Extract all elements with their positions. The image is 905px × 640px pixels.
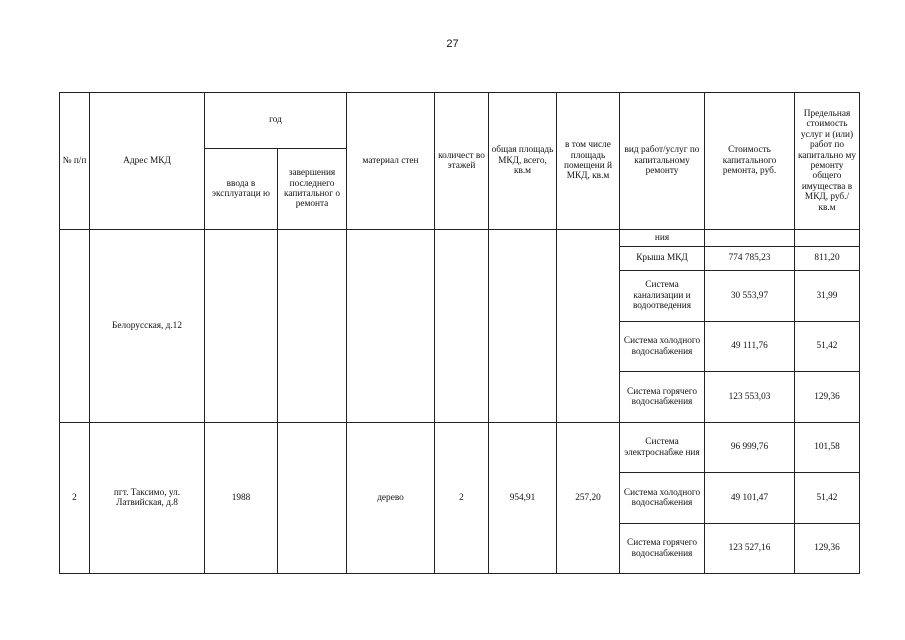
header-premises-area: в том числе площадь помещени й МКД, кв.м — [557, 93, 620, 230]
header-total-area: общая площадь МКД, всего, кв.м — [489, 93, 557, 230]
page-number: 27 — [446, 38, 459, 50]
block1-num — [60, 230, 90, 423]
block1-floors — [435, 230, 489, 423]
block1-continuation: ния — [620, 230, 705, 247]
cost-cell: 123 527,16 — [705, 524, 795, 574]
block1-continuation-cost — [705, 230, 795, 247]
block2-last-repair — [278, 423, 347, 574]
block1-address: Белорусская, д.12 — [90, 230, 205, 423]
header-year-last-repair: завершения последнего капитальног о ремонта — [278, 149, 347, 230]
header-cost: Стоимость капитального ремонта, руб. — [705, 93, 795, 230]
header-year-commission: ввода в эксплуатаци ю — [205, 149, 278, 230]
work-type-cell: Система канализации и водоотведения — [620, 271, 705, 322]
block2-year: 1988 — [205, 423, 278, 574]
cost-cell: 123 553,03 — [705, 372, 795, 423]
header-floors: количест во этажей — [435, 93, 489, 230]
header-address: Адрес МКД — [90, 93, 205, 230]
cost-cell: 30 553,97 — [705, 271, 795, 322]
cost-cell: 774 785,23 — [705, 247, 795, 271]
block1-total-area — [489, 230, 557, 423]
max-cost-cell: 129,36 — [795, 524, 860, 574]
repair-table — [59, 92, 860, 574]
block1-year — [205, 230, 278, 423]
block1-material — [347, 230, 435, 423]
work-type-cell: Система электроснабже ния — [620, 423, 705, 473]
max-cost-cell: 101,58 — [795, 423, 860, 473]
max-cost-cell: 31,99 — [795, 271, 860, 322]
cost-cell: 96 999,76 — [705, 423, 795, 473]
block2-address: пгт. Таксимо, ул. Латвийская, д.8 — [90, 423, 205, 574]
work-type-cell: Система холодного водоснабжения — [620, 322, 705, 372]
header-work-type: вид работ/услуг по капитальному ремонту — [620, 93, 705, 230]
header-max-cost: Предельная стоимость услуг и (или) работ по капитально му ремонту общего имущества в МКД, руб./кв.м — [795, 93, 860, 230]
block1-premises-area — [557, 230, 620, 423]
work-type-cell: Система холодного водоснабжения — [620, 473, 705, 524]
block2-premises-area: 257,20 — [557, 423, 620, 574]
block1-continuation-max — [795, 230, 860, 247]
work-type-cell: Крыша МКД — [620, 247, 705, 271]
max-cost-cell: 129,36 — [795, 372, 860, 423]
max-cost-cell: 811,20 — [795, 247, 860, 271]
block2-num: 2 — [60, 423, 90, 574]
table-row — [60, 423, 860, 473]
block2-material: дерево — [347, 423, 435, 574]
header-num: № п/п — [60, 93, 90, 230]
header-year-group: год — [205, 93, 347, 149]
block2-total-area: 954,91 — [489, 423, 557, 574]
cost-cell: 49 111,76 — [705, 322, 795, 372]
header-wall-material: материал стен — [347, 93, 435, 230]
block2-floors: 2 — [435, 423, 489, 574]
work-type-cell: Система горячего водоснабжения — [620, 372, 705, 423]
block1-last-repair — [278, 230, 347, 423]
work-type-cell: Система горячего водоснабжения — [620, 524, 705, 574]
max-cost-cell: 51,42 — [795, 322, 860, 372]
max-cost-cell: 51,42 — [795, 473, 860, 524]
cost-cell: 49 101,47 — [705, 473, 795, 524]
